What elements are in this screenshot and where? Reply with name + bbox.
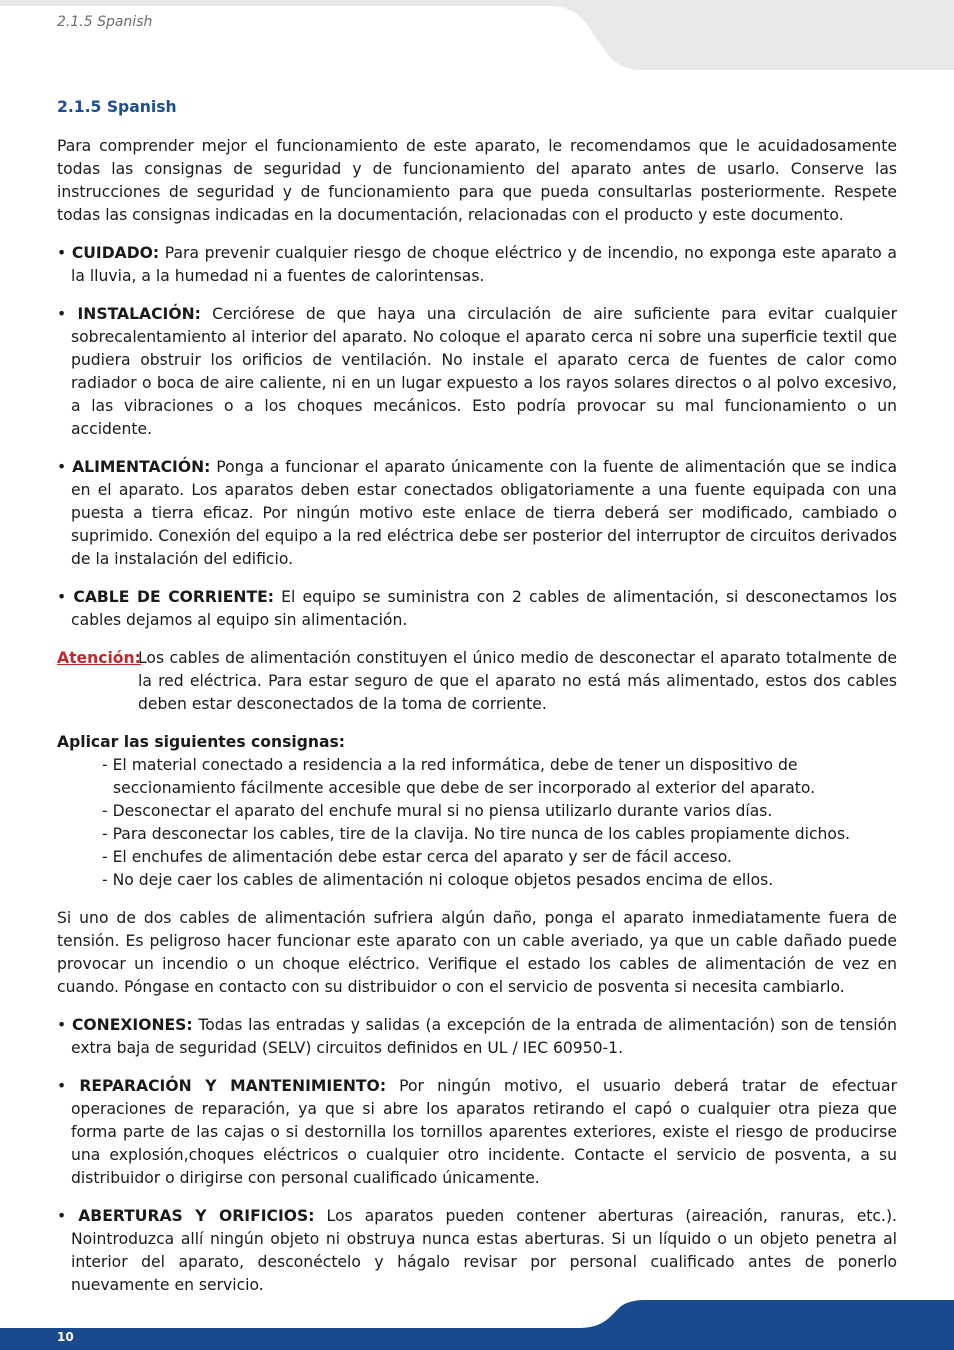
attention-note — [57, 647, 897, 716]
attention-label: Atención: — [57, 649, 141, 667]
bullet-alimentacion: • ALIMENTACIÓN: Ponga a funcionar el aparato únicamente con la fuente de alimentación que se indica en el aparato. Los aparatos deben estar conectados obligatoriamente a una fuente equipada con una puesta a tierra eficaz. Por ningún motivo este enlace de tierra deberá ser modificado, cambiado o suprimido. Conexión del equipo a la red eléctrica debe ser posterior del interruptor de circuitos derivados de la instalación del edificio. — [57, 458, 898, 568]
bullet-text: El equipo se suministra con 2 cables de alimentación, si desconectamos los cables dejamos al equipo sin alimentación. — [71, 588, 898, 629]
list-item: - Desconectar el aparato del enchufe mural si no piensa utilizarlo durante varios días. — [102, 802, 773, 820]
bullet-text: Los aparatos pueden contener aberturas (aireación, ranuras, etc.). Nointroduzca allí ningún objeto ni obstruya nunca estas aberturas. Si un líquido o un objeto penetra al interior del aparato, desconéctelo y hágalo revisar por personal cualificado antes de ponerlo nuevamente en servicio. — [71, 1207, 897, 1294]
damage-paragraph: Si uno de dos cables de alimentación sufriera algún daño, ponga el aparato inmediatamente fuera de tensión. Es peligroso hacer funcionar este aparato con un cable averiado, ya que un cable dañado puede provocar un incendio o un choque eléctrico. Verifique el estado los cables de alimentación de vez en cuando. Póngase en contacto con su distribuidor o con el servicio de posventa si necesita cambiarlo. — [57, 909, 897, 996]
apply-title: Aplicar las siguientes consignas: — [57, 733, 346, 751]
bullet-label: CUIDADO: — [71, 244, 160, 262]
bullet-cuidado: • CUIDADO: Para prevenir cualquier riesgo de choque eléctrico y de incendio, no exponga este aparato a la lluvia, a la humedad ni a fuentes de calorintensas. — [57, 244, 897, 285]
bullet-cable-corriente: • CABLE DE CORRIENTE: El equipo se suministra con 2 cables de alimentación, si desconectamos los cables dejamos al equipo sin alimentación. — [57, 588, 898, 629]
bullet-label: ALIMENTACIÓN: — [72, 458, 211, 476]
bullet-label: CABLE DE CORRIENTE: — [73, 588, 274, 606]
bullet-conexiones: • CONEXIONES: Todas las entradas y salidas (a excepción de la entrada de alimentación) son de tensión extra baja de seguridad (SELV) circuitos definidos en UL / IEC 60950-1. — [57, 1016, 898, 1057]
bullet-aberturas: • ABERTURAS Y ORIFICIOS: Los aparatos pueden contener aberturas (aireación, ranuras, etc.). Nointroduzca allí ningún objeto ni obstruya nunca estas aberturas. Si un líquido o un objeto penetra al interior del aparato, desconéctelo y hágalo revisar por personal cualificado antes de ponerlo nuevamente en servicio. — [57, 1207, 897, 1294]
list-item: - Para desconectar los cables, tire de la clavija. No tire nunca de los cables propiamente dichos. — [102, 825, 851, 843]
page-number: 10 — [57, 1330, 74, 1344]
bullet-label: CONEXIONES: — [71, 1016, 193, 1034]
running-header: 2.1.5 Spanish — [57, 14, 153, 30]
bullet-reparacion: • REPARACIÓN Y MANTENIMIENTO: Por ningún motivo, el usuario deberá tratar de efectuar operaciones de reparación, ya que si abre los aparatos retirando el capó o cualquier otra pieza que forma parte de las cajas o si destornilla los tornillos aparentes exteriores, existe el riesgo de producirse una explosión,choques eléctricos o cualquier otro incidente. Contacte el servicio de posventa, a su distribuidor o dirigirse con personal cualificado únicamente. — [57, 1077, 897, 1187]
bullet-text: Todas las entradas y salidas (a excepción de la entrada de alimentación) son de tensión extra baja de seguridad (SELV) circuitos definidos en UL / IEC 60950-1. — [71, 1016, 898, 1057]
apply-list — [102, 754, 897, 892]
document-body — [57, 96, 897, 1312]
bullet-text: Cerciórese de que haya una circulación de aire suficiente para evitar cualquier sobrecalentamiento al interior del aparato. No coloque el aparato cerca ni sobre una superficie textil que pudiera obstruir los orificios de ventilación. No instale el aparato cerca de fuentes de calor como radiador o boca de aire caliente, ni en un lugar expuesto a los rayos solares directos o al polvo excesivo, a las vibraciones o a los choques mecánicos. Esto podría provocar su mal funcionamiento o un accidente. — [71, 305, 897, 438]
bullet-label: ABERTURAS Y ORIFICIOS: — [78, 1207, 315, 1225]
bullet-text: Por ningún motivo, el usuario deberá tratar de efectuar operaciones de reparación, ya que si abre los aparatos retirando el capó o cualquier otra pieza que forma parte de las cajas o si destornilla los tornillos aparentes exteriores, existe el riesgo de producirse una explosión,choques eléctricos o cualquier otro incidente. Contacte el servicio de posventa, a su distribuidor o dirigirse con personal cualificado únicamente. — [71, 1077, 897, 1187]
intro-paragraph: Para comprender mejor el funcionamiento de este aparato, le recomendamos que le acuidadosamente todas las consignas de seguridad y de funcionamiento del aparato antes de usarlo. Conserve las instrucciones de seguridad y de funcionamiento para que pueda consultarlas posteriormente. Respete todas las consignas indicadas en la documentación, relacionadas con el producto y este documento. — [57, 137, 897, 224]
bullet-text: Ponga a funcionar el aparato únicamente con la fuente de alimentación que se indica en el aparato. Los aparatos deben estar conectados obligatoriamente a una fuente equipada con una puesta a tierra eficaz. Por ningún motivo este enlace de tierra deberá ser modificado, cambiado o suprimido. Conexión del equipo a la red eléctrica debe ser posterior del interruptor de circuitos derivados de la instalación del edificio. — [71, 458, 898, 568]
section-title: 2.1.5 Spanish — [57, 98, 177, 116]
list-item: - El material conectado a residencia a la red informática, debe de tener un dispositivo de seccionamiento fácilmente accesible que debe de ser incorporado al exterior del aparato. — [102, 756, 816, 797]
header-band — [0, 0, 954, 70]
bullet-instalacion: • INSTALACIÓN: Cerciórese de que haya una circulación de aire suficiente para evitar cualquier sobrecalentamiento al interior del aparato. No coloque el aparato cerca ni sobre una superficie textil que pudiera obstruir los orificios de ventilación. No instale el aparato cerca de fuentes de calor como radiador o boca de aire caliente, ni en un lugar expuesto a los rayos solares directos o al polvo excesivo, a las vibraciones o a los choques mecánicos. Esto podría provocar su mal funcionamiento o un accidente. — [57, 305, 897, 438]
bullet-label: INSTALACIÓN: — [77, 305, 201, 323]
bullet-text: Para prevenir cualquier riesgo de choque eléctrico y de incendio, no exponga este aparato a la lluvia, a la humedad ni a fuentes de calorintensas. — [71, 244, 897, 285]
list-item: - No deje caer los cables de alimentación ni coloque objetos pesados encima de ellos. — [102, 871, 774, 889]
attention-text: Los cables de alimentación constituyen el único medio de desconectar el aparato totalmente de la red eléctrica. Para estar seguro de que el aparato no está más alimentado, estos dos cables deben estar desconectados de la toma de corriente. — [138, 649, 897, 713]
bullet-label: REPARACIÓN Y MANTENIMIENTO: — [79, 1077, 387, 1095]
list-item: - El enchufes de alimentación debe estar cerca del aparato y ser de fácil acceso. — [102, 848, 732, 866]
